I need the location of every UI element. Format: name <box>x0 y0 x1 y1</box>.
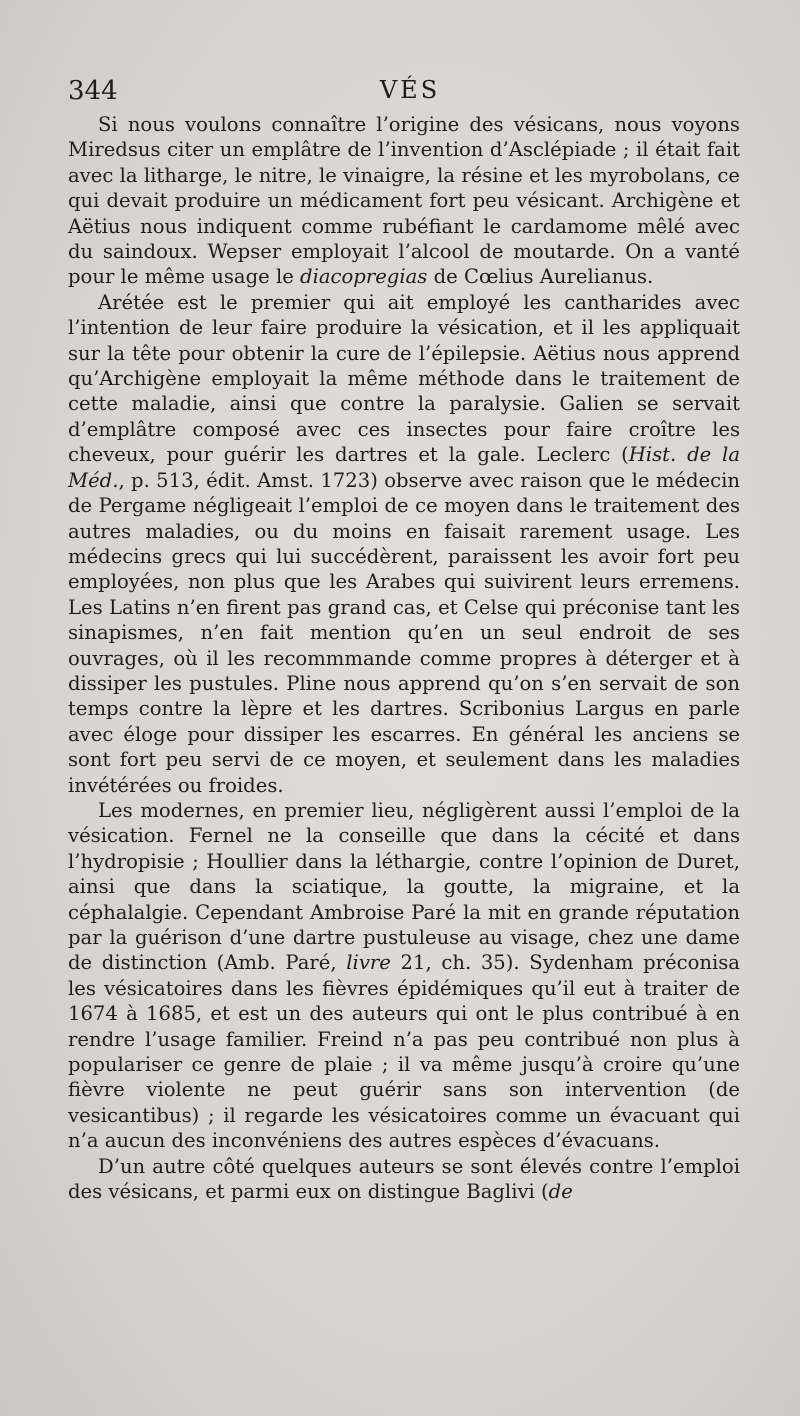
paragraph-text: Les modernes, en premier lieu, négligèrent aussi l’emploi de la vésication. Fernel ne la conseille que dans la cécité et dans l’hydropisie ; Houllier dans la léthargie, contre l’opinion de Duret, ainsi que dans la sciatique, la goutte, la migraine, et la céphalalgie. Cependant Ambroise Paré la mit en grande réputation par la guérison d’une dartre pustuleuse au visage, chez une dame de distinction (Amb. Paré, <box>68 798 740 975</box>
paragraph <box>68 798 740 1154</box>
page-number: 344 <box>68 76 118 106</box>
italic-text: livre <box>346 951 391 975</box>
paragraph <box>68 112 740 290</box>
italic-text: Hist. de la Méd. <box>68 443 740 492</box>
page-header <box>68 76 732 110</box>
paragraph <box>68 1154 740 1205</box>
paragraph-text: 21, ch. 35). Sydenham préconisa les vésicatoires dans les fièvres épidémiques qu’il eut à traiter de 1674 à 1685, et est un des auteurs qui ont le plus contribué à en rendre l’usage familier. Freind n’a pas peu contribué non plus à populariser ce genre de plaie ; il va même jusqu’à croire qu’une fièvre violente ne peut guérir sans son intervention (de vesicantibus) ; il regarde les vésicatoires comme un évacuant qui n’a aucun des inconvéniens des autres espèces d’évacuans. <box>68 951 740 1153</box>
paragraph-text: Si nous voulons connaître l’origine des vésicans, nous voyons Miredsus citer un emplâtre de l’invention d’Asclépiade ; il était fait avec la litharge, le nitre, le vinaigre, la résine et les myrobolans, ce qui devait produire un médicament fort peu vésicant. Archigène et Aëtius nous indiquent comme rubéfiant le cardamome mêlé avec du saindoux. Wepser employait l’alcool de moutarde. On a vanté pour le même usage le <box>68 113 740 289</box>
paragraph-text: D’un autre côté quelques auteurs se sont élevés contre l’emploi des vésicans, et parmi eux on distingue Baglivi ( <box>68 1154 740 1204</box>
italic-text: de <box>548 1180 573 1204</box>
running-head: VÉS <box>379 76 441 104</box>
body-text <box>68 112 740 1204</box>
paragraph-text: de Cœlius Aurelianus. <box>427 265 654 289</box>
italic-text: diacopregias <box>300 265 428 289</box>
paragraph-text: Arétée est le premier qui ait employé les cantharides avec l’intention de leur faire produire la vésication, et il les appliquait sur la tête pour obtenir la cure de l’épilepsie. Aëtius nous apprend qu’Archigène employait la même méthode dans le traitement de cette maladie, ainsi que contre la paralysie. Galien se servait d’emplâtre composé avec ces insectes pour faire croître les cheveux, pour guérir les dartres et la gale. Leclerc ( <box>68 290 740 467</box>
paragraph-text: , p. 513, édit. Amst. 1723) observe avec raison que le médecin de Pergame négligeait l’emploi de ce moyen dans le traitement des autres maladies, ou du moins en faisait rarement usage. Les médecins grecs qui lui succédèrent, paraissent les avoir fort peu employées, non plus que les Arabes qui suivirent leurs erremens. Les Latins n’en firent pas grand cas, et Celse qui préconise tant les sinapismes, n’en fait mention qu’en un seul endroit de ses ouvrages, où il les recommmande comme propres à déterger et à dissiper les pustules. Pline nous apprend qu’on s’en servait de son temps contre la lèpre et les dartres. Scribonius Largus en parle avec éloge pour dissiper les escarres. En général les anciens se sont fort peu servi de ce moyen, et seulement dans les maladies invétérées ou froides. <box>68 468 740 797</box>
paragraph <box>68 290 740 798</box>
